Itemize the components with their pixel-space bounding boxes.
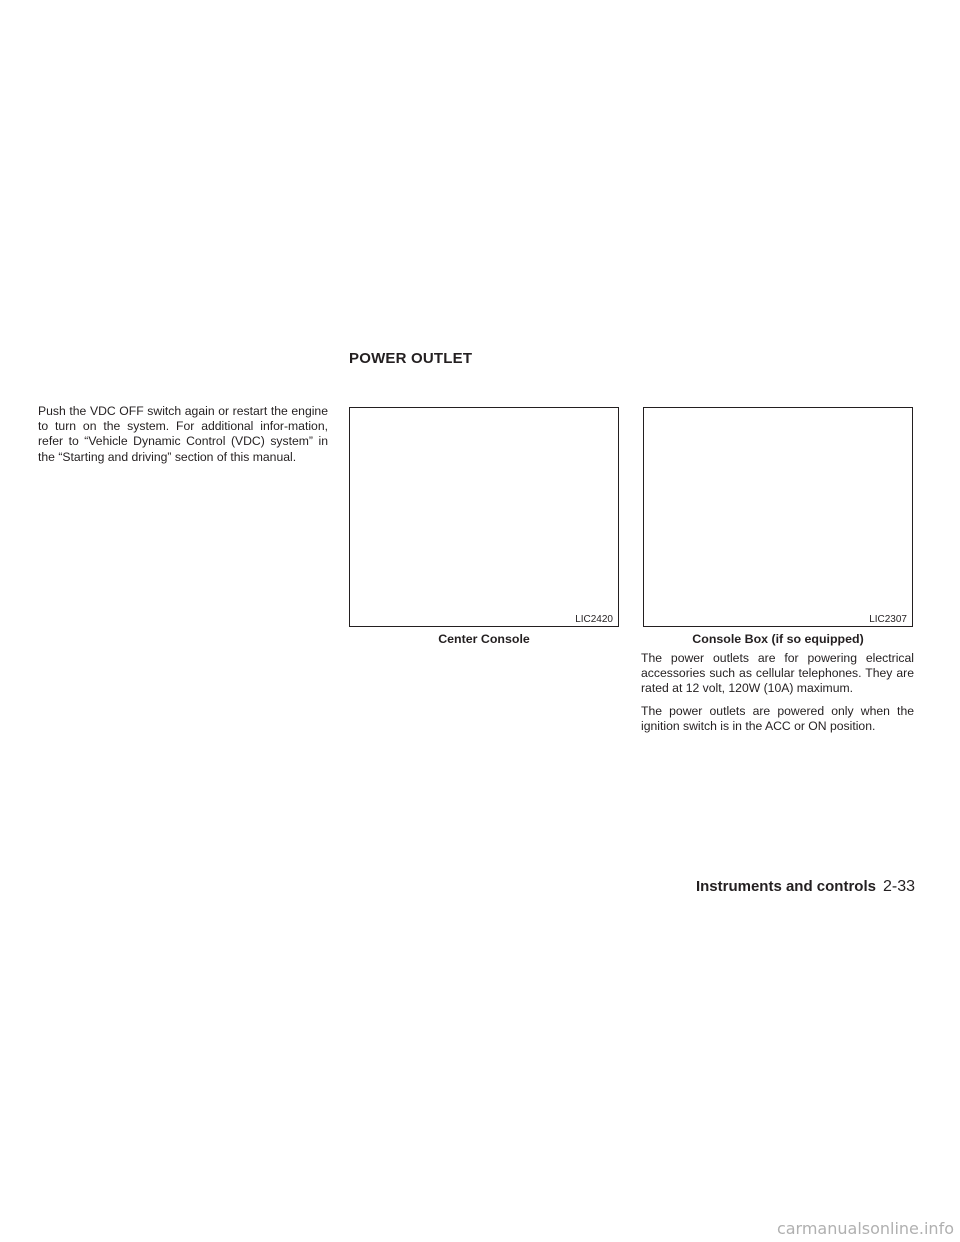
power-outlet-paragraph: The power outlets are powered only when the ignition switch is in the ACC or ON position. xyxy=(641,704,914,734)
vdc-paragraph: Push the VDC OFF switch again or restart the engine to turn on the system. For additional infor-mation, refer to “Vehicle Dynamic Control (VDC) system” in the “Starting and driving” section of this manual. xyxy=(38,404,328,464)
page-number: 2-33 xyxy=(882,878,915,895)
footer-section-name: Instruments and controls xyxy=(695,878,876,895)
figure-caption: Center Console xyxy=(438,632,530,646)
console-box-figure xyxy=(643,407,913,627)
figure-code: LIC2420 xyxy=(575,614,613,625)
center-console-figure xyxy=(349,407,619,627)
section-heading: POWER OUTLET xyxy=(349,350,473,367)
figure-caption: Console Box (if so equipped) xyxy=(692,632,864,646)
power-outlet-paragraph: The power outlets are for powering electrical accessories such as cellular telephones. They are rated at 12 volt, 120W (10A) maximum. xyxy=(641,651,914,696)
page-footer xyxy=(696,878,915,896)
figure-code: LIC2307 xyxy=(869,614,907,625)
watermark: carmanualsonline.info xyxy=(776,1219,954,1238)
